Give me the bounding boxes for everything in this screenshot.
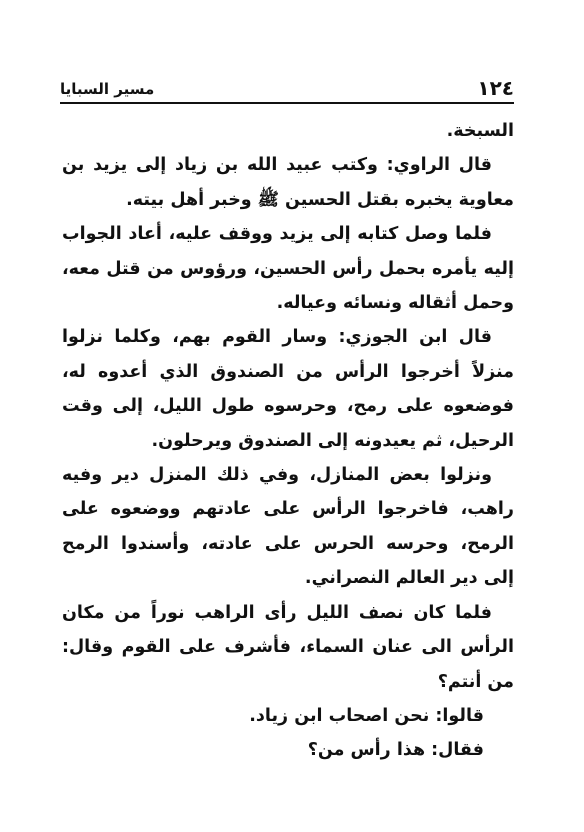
paragraph: فقال: هذا رأس من؟ xyxy=(307,740,484,761)
paragraph: ونزلوا بعض المنازل، وفي ذلك المنزل دير وفيه راهب، فاخرجوا الرأس على عادتهم ووضعوه على الرمح، وحرسه الحرس على عادته، وأسندوا الرمح إلى دير العالم النصراني. xyxy=(62,465,514,589)
paragraph: فلما وصل كتابه إلى يزيد ووقف عليه، أعاد الجواب إليه يأمره بحمل رأس الحسين، ورؤوس من قتل معه، وحمل أثقاله ونسائه وعياله. xyxy=(62,224,514,314)
paragraph: قالوا: نحن اصحاب ابن زياد. xyxy=(249,705,484,726)
header-divider xyxy=(60,102,514,104)
paragraph: السبخة. xyxy=(446,121,514,141)
body-text xyxy=(62,114,514,768)
page-number: ١٢٤ xyxy=(477,76,514,100)
paragraph: قال الراوي: وكتب عبيد الله بن زياد إلى يزيد بن معاوية يخبره بقتل الحسين ﷺ وخبر أهل بيته. xyxy=(62,155,514,210)
page-header xyxy=(60,76,514,102)
paragraph: فلما كان نصف الليل رأى الراهب نوراً من مكان الرأس الى عنان السماء، فأشرف على القوم وقال: من أنتم؟ xyxy=(62,602,514,692)
paragraph: قال ابن الجوزي: وسار القوم بهم، وكلما نزلوا منزلاً أخرجوا الرأس من الصندوق الذي أعدوه له، فوضعوه على رمح، وحرسوه طول الليل، إلى وقت الرحيل، ثم يعيدونه إلى الصندوق ويرحلون. xyxy=(62,327,514,451)
running-title: مسير السبايا xyxy=(60,80,155,98)
